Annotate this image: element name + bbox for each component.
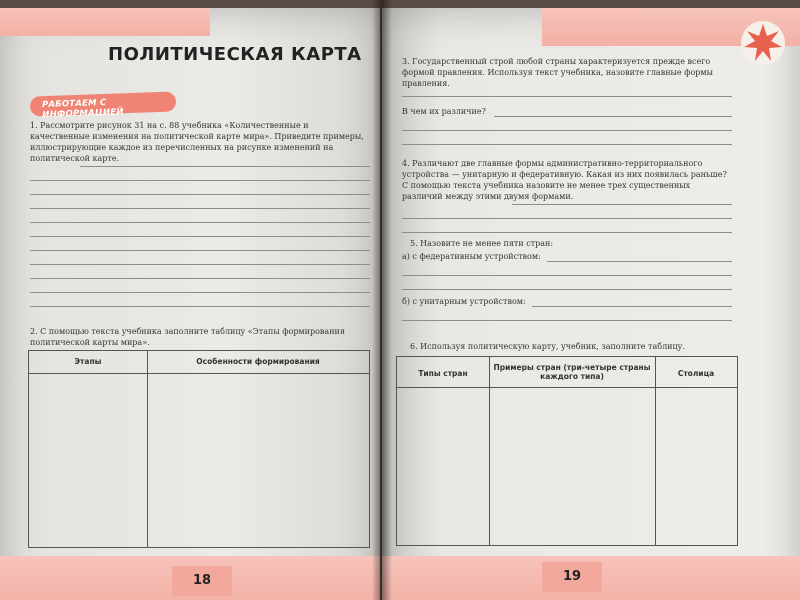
task1-text: 1. Рассмотрите рисунок 31 на с. 88 учебника «Количественные и качественные изменения на политической карте мира». Приведите примеры, иллюстрирующие каждое из перечисленных на рисунке изменений на политической карте. — [30, 121, 364, 163]
table-header-features: Особенности формирования — [196, 357, 320, 366]
task5a-label: а) с федеративным устройством: — [402, 252, 541, 261]
page-number-left: 18 — [172, 566, 232, 596]
task5b-label: б) с унитарным устройством: — [402, 297, 526, 306]
task4-text: 4. Различают две главные формы административно-территориального устройства — унитарную и федеративную. Какая из них появилась раньше? С помощью текста учебника назовите не менее трех существенных различий между этими двумя формами. — [402, 159, 727, 201]
countries-table — [396, 356, 738, 546]
section-badge — [30, 91, 177, 121]
left-page — [0, 8, 380, 600]
right-page — [382, 8, 800, 600]
left-top-pink-band — [0, 8, 210, 36]
task2-text: 2. С помощью текста учебника заполните таблицу «Этапы формирования политической карты мира». — [30, 327, 345, 347]
table-header-country-examples: Примеры стран (три-четыре страны каждого типа) — [493, 363, 651, 381]
task6-text: 6. Используя политическую карту, учебник, заполните таблицу. — [410, 342, 685, 351]
star-emblem-icon — [738, 18, 788, 68]
table-header-country-types: Типы стран — [418, 369, 468, 378]
task3-question: В чем их различие? — [402, 107, 486, 116]
table-header-stages: Этапы — [74, 357, 102, 366]
section-badge-label: РАБОТАЕМ С ИНФОРМАЦИЕЙ — [41, 97, 124, 121]
page-title: ПОЛИТИЧЕСКАЯ КАРТА — [108, 44, 362, 65]
page-number-right: 19 — [542, 562, 602, 592]
stages-table — [28, 350, 370, 548]
table-header-capital: Столица — [677, 369, 715, 378]
task3-text: 3. Государственный строй любой страны характеризуется прежде всего формой правления. Используя текст учебника, назовите главные формы правления. — [402, 57, 713, 88]
book-gutter — [372, 0, 392, 600]
task5-text: 5. Назовите не менее пяти стран: — [410, 239, 554, 248]
